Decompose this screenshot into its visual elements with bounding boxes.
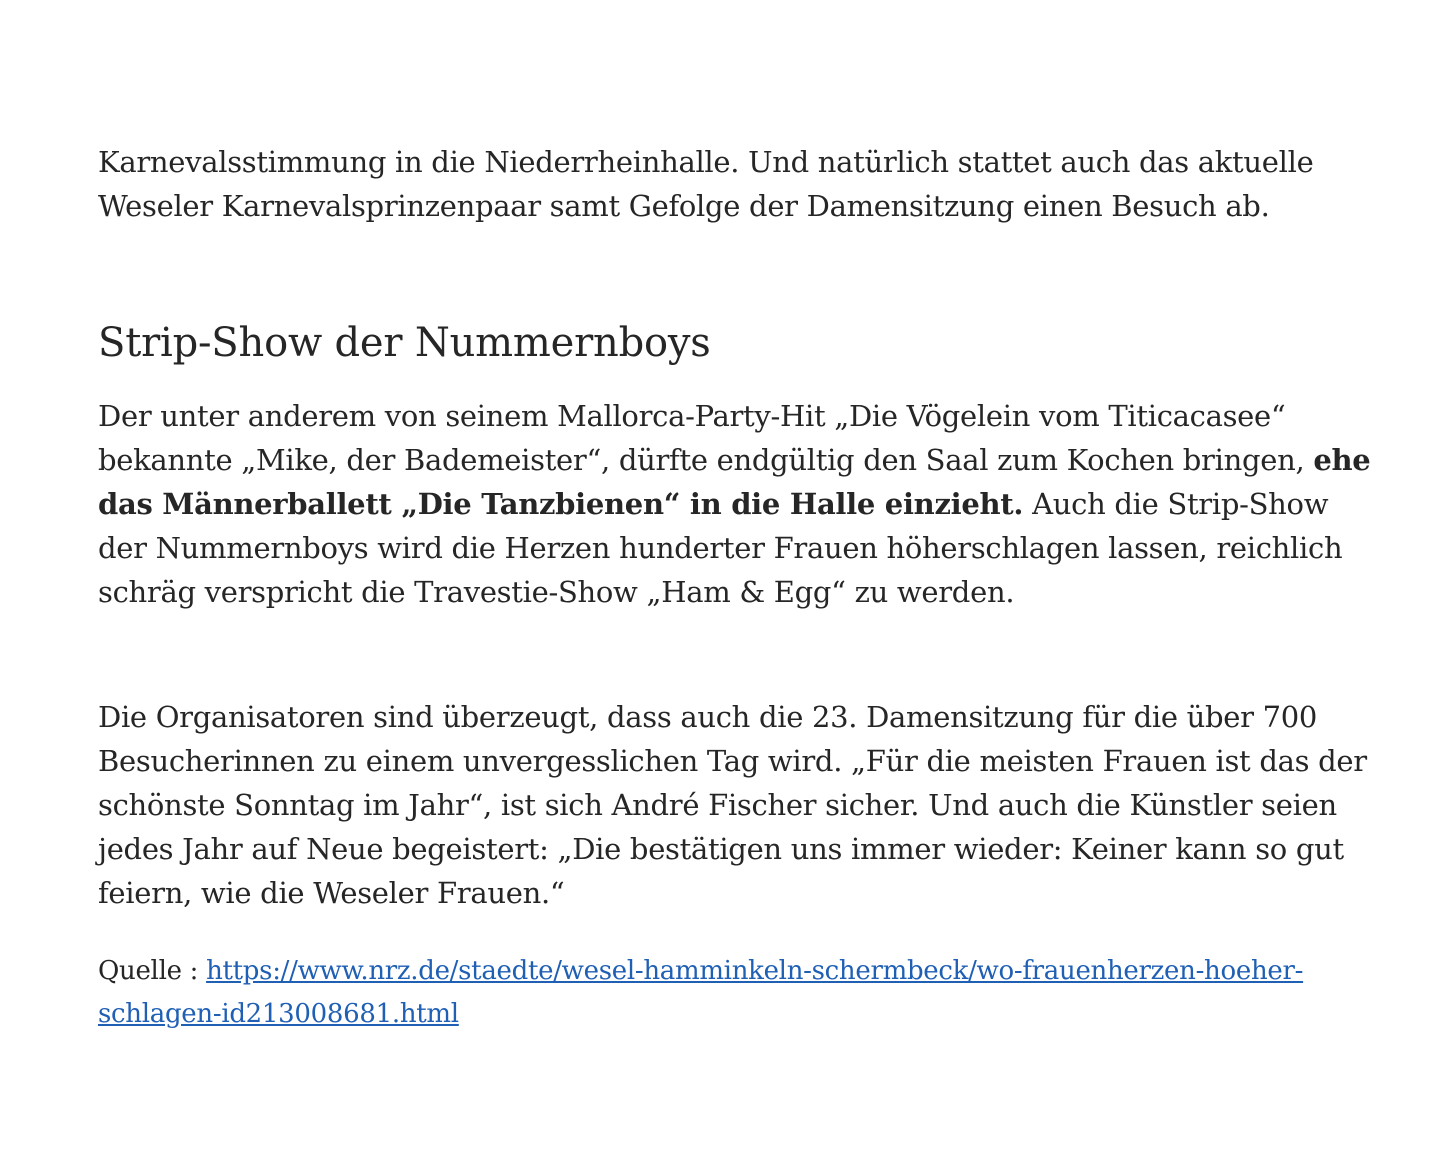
- bold-emphasis: ehe das Männerballett „Die Tanzbienen“ in die Halle einzieht.: [98, 443, 1371, 521]
- intro-paragraph: Karnevalsstimmung in die Niederrheinhalle. Und natürlich stattet auch das aktuelle Weseler Karnevalsprinzenpaar samt Gefolge der Damensitzung einen Besuch ab.: [98, 145, 1314, 223]
- body-paragraph-organizers: Die Organisatoren sind überzeugt, dass auch die 23. Damensitzung für die über 700 Besucherinnen zu einem unvergesslichen Tag wird. „Für die meisten Frauen ist das der schönste Sonntag im Jahr“, ist sich André Fischer sicher. Und auch die Künstler seien jedes Jahr auf Neue begeistert: „Die bestätigen uns immer wieder: Keiner kann so gut feiern, wie die Weseler Frauen.“: [98, 700, 1367, 910]
- paragraph-text-end: Auch die Strip-Show der Nummernboys wird die Herzen hunderter Frauen höherschlagen lassen, reichlich schräg verspricht die Travestie-Show „Ham & Egg“ zu werden.: [98, 487, 1343, 609]
- source-citation: [98, 950, 1378, 1036]
- section-heading: Strip-Show der Nummernboys: [98, 320, 711, 366]
- source-label: Quelle :: [98, 956, 207, 986]
- source-link[interactable]: https://www.nrz.de/staedte/wesel-hamminkeln-schermbeck/wo-frauenherzen-hoeher-schlagen-id213008681.html: [98, 956, 1304, 1029]
- paragraph-text-start: Der unter anderem von seinem Mallorca-Party-Hit „Die Vögelein vom Titicacasee“ bekannte „Mike, der Bademeister“, dürfte endgültig den Saal zum Kochen bringen,: [98, 399, 1314, 477]
- body-paragraph-show: [98, 394, 1378, 614]
- document-page: [98, 140, 1378, 1029]
